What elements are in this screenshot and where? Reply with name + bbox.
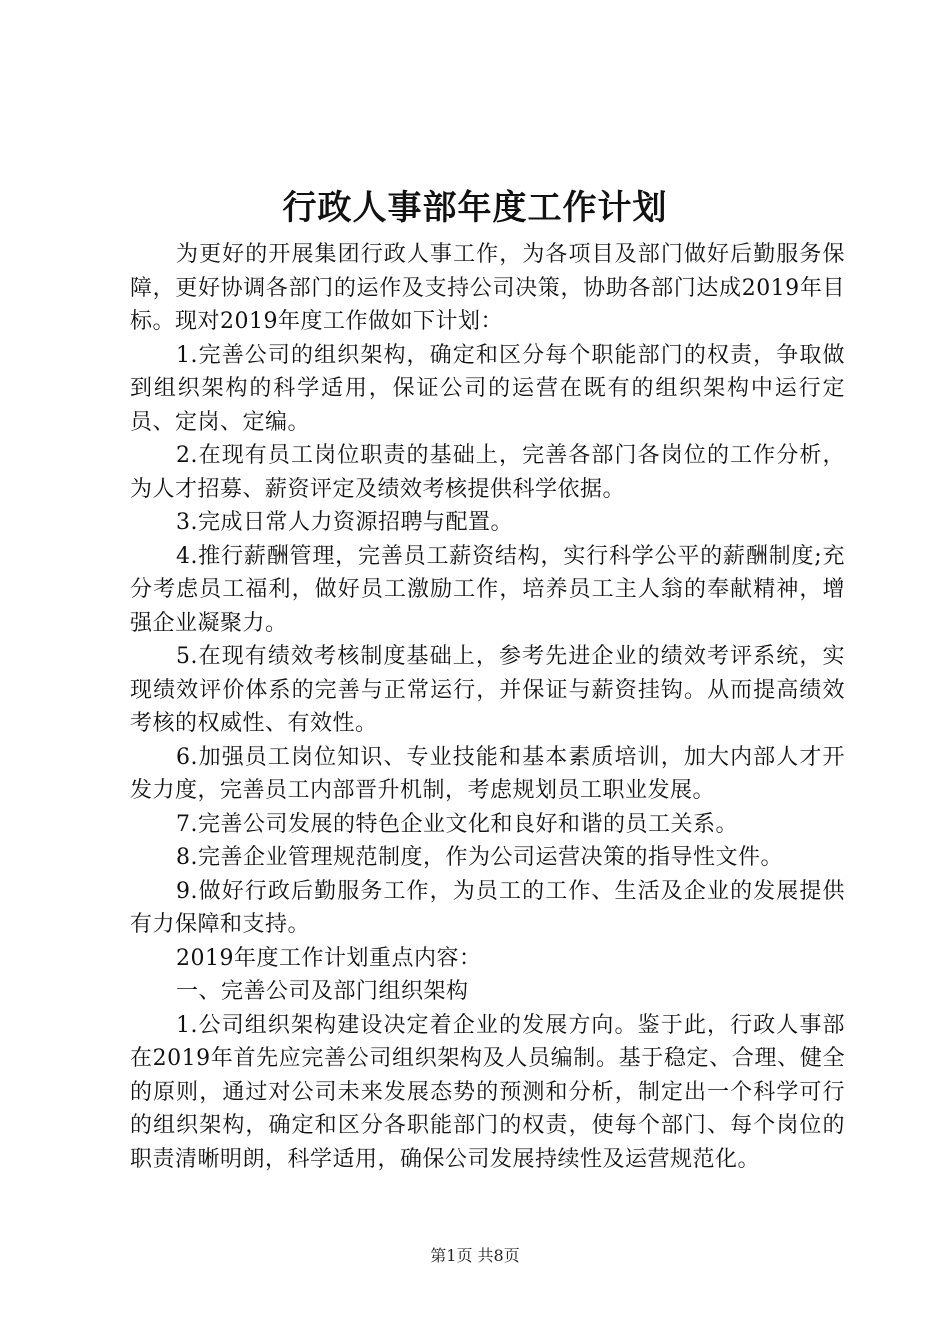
document-title: 行政人事部年度工作计划	[282, 188, 668, 228]
plan-item-2: 2.在现有员工岗位职责的基础上，完善各部门各岗位的工作分析，为人才招募、薪资评定及绩效考核提供科学依据。	[130, 443, 845, 502]
intro-paragraph: 为更好的开展集团行政人事工作，为各项目及部门做好后勤服务保障，更好协调各部门的运作及支持公司决策，协助各部门达成2019年目标。现对2019年度工作做如下计划：	[130, 242, 845, 334]
plan-item-9: 9.做好行政后勤服务工作，为员工的工作、生活及企业的发展提供有力保障和支持。	[130, 878, 845, 937]
plan-item-8: 8.完善企业管理规范制度，作为公司运营决策的指导性文件。	[176, 845, 783, 870]
section-heading-1: 一、完善公司及部门组织架构	[176, 979, 469, 1004]
plan-item-6: 6.加强员工岗位知识、专业技能和基本素质培训，加大内部人才开发力度，完善员工内部晋升机制，考虑规划员工职业发展。	[130, 744, 845, 803]
plan-item-1: 1.完善公司的组织架构，确定和区分每个职能部门的权责，争取做到组织架构的科学适用，保证公司的运营在既有的组织架构中运行定员、定岗、定编。	[130, 342, 845, 435]
page-footer: 第1页 共8页	[430, 1246, 520, 1265]
section-1-paragraph-1: 1.公司组织架构建设决定着企业的发展方向。鉴于此，行政人事部在2019年首先应完善公司组织架构及人员编制。基于稳定、合理、健全的原则，通过对公司未来发展态势的预测和分析，制定出一个科学可行的组织架构，确定和区分各职能部门的权责，使每个部门、每个岗位的职责清晰明朗，科学适用，确保公司发展持续性及运营规范化。	[130, 1012, 845, 1172]
plan-item-4: 4.推行薪酬管理，完善员工薪资结构，实行科学公平的薪酬制度;充分考虑员工福利，做好员工激励工作，培养员工主人翁的奉献精神，增强企业凝聚力。	[130, 543, 845, 636]
plan-item-7: 7.完善公司发展的特色企业文化和良好和谐的员工关系。	[176, 811, 738, 837]
document-body	[130, 238, 845, 1176]
plan-item-3: 3.完成日常人力资源招聘与配置。	[176, 510, 513, 535]
key-content-heading: 2019年度工作计划重点内容：	[176, 945, 482, 971]
plan-item-5: 5.在现有绩效考核制度基础上，参考先进企业的绩效考评系统，实现绩效评价体系的完善与正常运行，并保证与薪资挂钩。从而提高绩效考核的权威性、有效性。	[130, 644, 845, 736]
